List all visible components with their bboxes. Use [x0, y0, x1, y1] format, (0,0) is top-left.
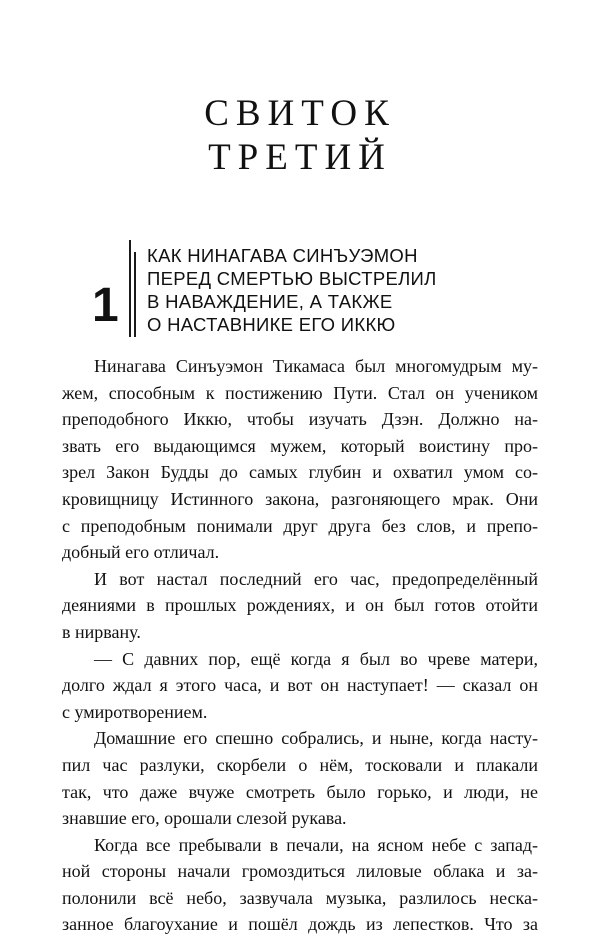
body-text	[62, 353, 538, 938]
chapter-header	[92, 240, 542, 340]
text-line: Когда все пребывали в печали, на ясном небе с запад-	[94, 834, 538, 855]
chapter-divider	[134, 252, 136, 337]
text-line: добный его отличал.	[62, 542, 220, 563]
chapter-heading	[147, 244, 547, 336]
text-line: зрел Закон Будды до самых глубин и охватил умом со-	[62, 462, 538, 483]
text-line: долго ждал я этого часа, и вот он наступает! — сказал он	[62, 675, 538, 696]
text-line: так, что даже вчуже смотреть было горько, и люди, не	[62, 781, 538, 802]
text-line: ной стороны начали громоздиться лиловые облака и за-	[62, 861, 538, 882]
text-line: пил час разлуки, скорбели о нём, тосковали и плакали	[62, 754, 538, 775]
text-line: Нинагава Синъуэмон Тикамаса был многомудрым му-	[94, 356, 538, 376]
text-line: жем, способным к постижению Пути. Стал он учеником	[62, 382, 538, 403]
text-line: с умиротворением.	[62, 701, 208, 722]
chapter-divider	[129, 240, 131, 337]
text-line: деяниями в прошлых рождениях, и он был готов отойти	[62, 595, 538, 616]
text-line: с преподобным понимали друг друга без слов, и препо-	[62, 515, 538, 536]
chapter-heading-line: КАК НИНАГАВА СИНЪУЭМОН	[147, 245, 418, 266]
text-line: полонили всё небо, зазвучала музыка, разлилось неска-	[62, 887, 538, 908]
scroll-title	[0, 92, 600, 180]
text-line: кровищницу Истинного закона, разгоняющего мрак. Они	[62, 488, 538, 509]
chapter-heading-line: В НАВАЖДЕНИЕ, А ТАКЖЕ	[147, 291, 393, 312]
scroll-title-line: СВИТОК	[204, 93, 396, 134]
text-line: И вот настал последний его час, предопределённый	[94, 568, 538, 589]
text-line: преподобного Иккю, чтобы изучать Дзэн. Должно на-	[62, 409, 538, 430]
text-line: занное благоухание и пошёл дождь из лепестков. Что за	[62, 914, 538, 935]
text-line: знавшие его, орошали слезой рукава.	[62, 808, 347, 829]
text-line: Домашние его спешно собрались, и ныне, когда насту-	[94, 728, 538, 749]
text-line: — С давних пор, ещё когда я был во чреве матери,	[94, 648, 538, 669]
chapter-heading-line: О НАСТАВНИКЕ ЕГО ИККЮ	[147, 314, 396, 335]
chapter-number: 1	[92, 279, 119, 332]
text-line: в нирвану.	[62, 621, 141, 642]
text-line: звать его выдающимся мужем, который воистину про-	[62, 435, 538, 456]
chapter-heading-line: ПЕРЕД СМЕРТЬЮ ВЫСТРЕЛИЛ	[147, 268, 437, 289]
scroll-title-line: ТРЕТИЙ	[208, 137, 392, 178]
